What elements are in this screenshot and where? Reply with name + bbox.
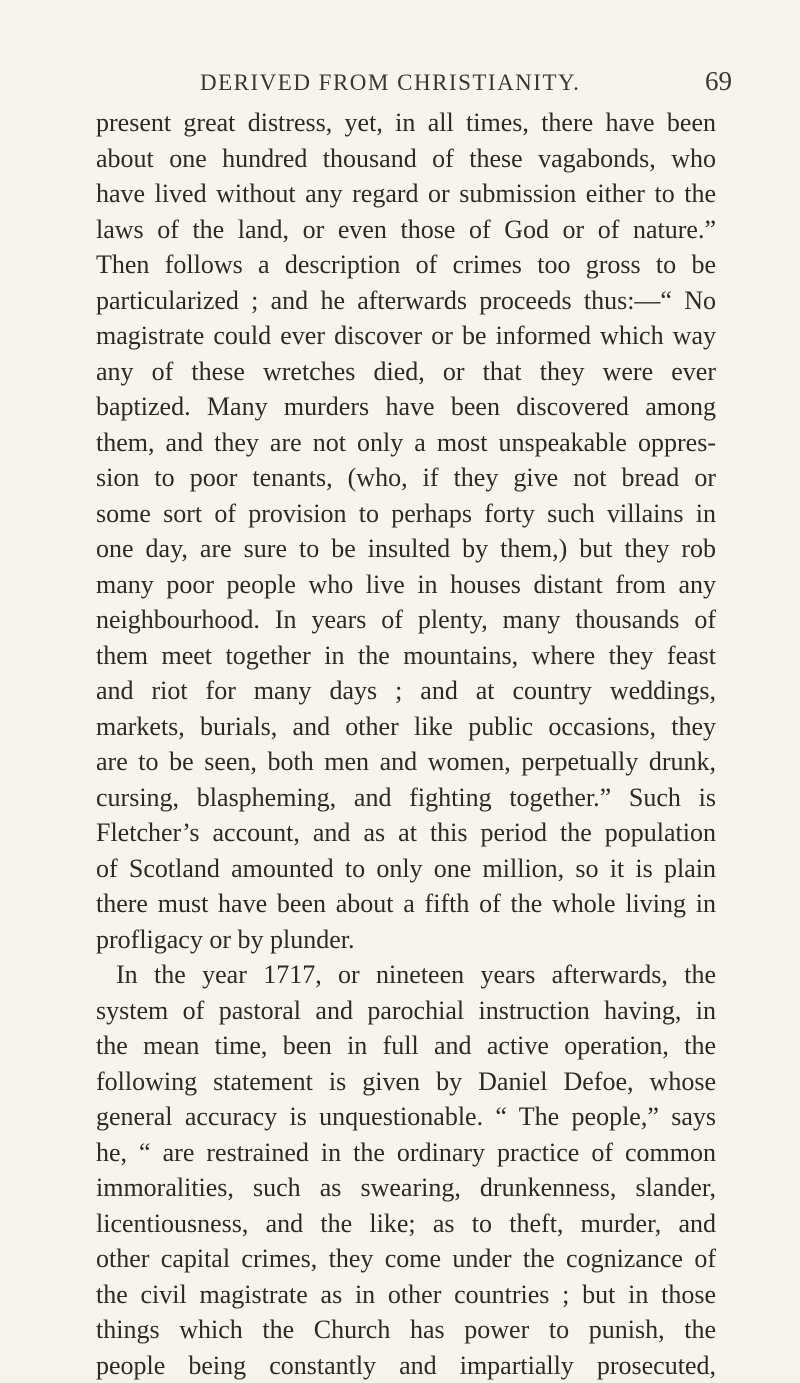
text-line: one day, are sure to be insulted by them,) but they rob (96, 531, 716, 567)
text-line: them meet together in the mountains, where they feast (96, 638, 716, 674)
text-line: profligacy or by plunder. (96, 922, 716, 958)
text-line: particularized ; and he afterwards proceeds thus:—“ No (96, 283, 716, 319)
text-line: have lived without any regard or submission either to the (96, 176, 716, 212)
page-number: 69 (705, 66, 732, 97)
text-line: cursing, blaspheming, and fighting together.” Such is (96, 780, 716, 816)
text-line: and riot for many days ; and at country weddings, (96, 673, 716, 709)
text-line: following statement is given by Daniel Defoe, whose (96, 1064, 716, 1100)
text-line: some sort of provision to perhaps forty such villains in (96, 496, 716, 532)
text-line: things which the Church has power to punish, the (96, 1312, 716, 1348)
text-line: present great distress, yet, in all times, there have been (96, 105, 716, 141)
text-line: Fletcher’s account, and as at this period the population (96, 815, 716, 851)
text-line: other capital crimes, they come under the cognizance of (96, 1241, 716, 1277)
text-line: about one hundred thousand of these vagabonds, who (96, 141, 716, 177)
text-line: there must have been about a fifth of the whole living in (96, 886, 716, 922)
text-line: In the year 1717, or nineteen years afterwards, the (96, 957, 716, 993)
text-line: them, and they are not only a most unspeakable oppres- (96, 425, 716, 461)
text-line: markets, burials, and other like public occasions, they (96, 709, 716, 745)
text-line: general accuracy is unquestionable. “ The people,” says (96, 1099, 716, 1135)
text-line: he, “ are restrained in the ordinary practice of common (96, 1135, 716, 1171)
text-line: immoralities, such as swearing, drunkenness, slander, (96, 1170, 716, 1206)
running-head: DERIVED FROM CHRISTIANITY. (200, 70, 660, 96)
text-line: neighbourhood. In years of plenty, many thousands of (96, 602, 716, 638)
text-line: of Scotland amounted to only one million, so it is plain (96, 851, 716, 887)
text-line: laws of the land, or even those of God or of nature.” (96, 212, 716, 248)
text-line: are to be seen, both men and women, perpetually drunk, (96, 744, 716, 780)
text-line: sion to poor tenants, (who, if they give not bread or (96, 460, 716, 496)
text-line: magistrate could ever discover or be informed which way (96, 318, 716, 354)
text-line: licentiousness, and the like; as to theft, murder, and (96, 1206, 716, 1242)
text-line: the mean time, been in full and active operation, the (96, 1028, 716, 1064)
text-line: the civil magistrate as in other countries ; but in those (96, 1277, 716, 1313)
text-line: baptized. Many murders have been discovered among (96, 389, 716, 425)
text-line: people being constantly and impartially prosecuted, (96, 1348, 716, 1383)
text-line: many poor people who live in houses distant from any (96, 567, 716, 603)
text-line: Then follows a description of crimes too gross to be (96, 247, 716, 283)
body-text (96, 105, 716, 1383)
text-line: any of these wretches died, or that they were ever (96, 354, 716, 390)
text-line: system of pastoral and parochial instruction having, in (96, 993, 716, 1029)
